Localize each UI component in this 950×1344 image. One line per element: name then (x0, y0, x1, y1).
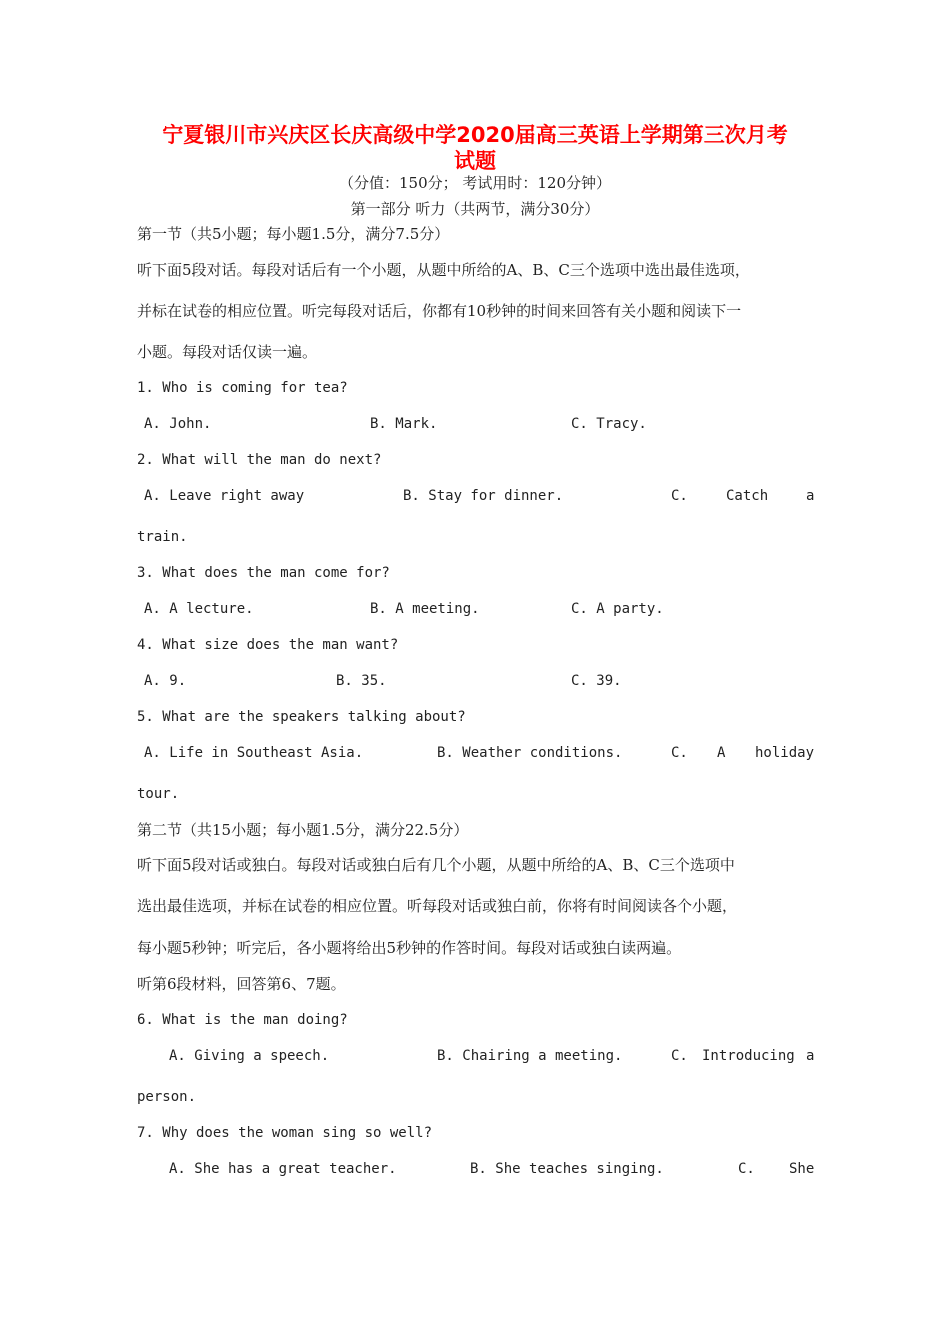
q3-option-b: B. A meeting. (370, 601, 480, 617)
q3-option-a: A. A lecture. (144, 601, 254, 617)
question-3: 3. What does the man come for? (137, 565, 390, 581)
section1-instructions-line: 小题。每段对话仅读一遍。 (137, 343, 318, 361)
section2-instructions-line: 每小题5秒钟；听完后，各小题将给出5秒钟的作答时间。每段对话或独白读两遍。 (137, 939, 682, 957)
q7-option-b: B. She teaches singing. (470, 1161, 664, 1177)
section2-instructions-line: 听下面5段对话或独白。每段对话或独白后有几个小题，从题中所给的A、B、C三个选项中 (137, 856, 735, 874)
q3-option-c: C. A party. (571, 601, 664, 617)
q6-option-c-word: a (806, 1048, 815, 1064)
q7-option-a: A. She has a great teacher. (169, 1161, 397, 1177)
q4-option-b: B. 35. (336, 673, 387, 689)
q1-option-b: B. Mark. (370, 416, 438, 432)
q5-option-c-word: holiday (755, 745, 815, 761)
score-time-info: （分值：150分； 考试用时：120分钟） (338, 174, 612, 192)
page-title-line2: 试题 (454, 149, 496, 173)
q6-option-b: B. Chairing a meeting. (437, 1048, 623, 1064)
section2-instructions-line: 选出最佳选项，并标在试卷的相应位置。听每段对话或独白前，你将有时间阅读各个小题， (137, 897, 738, 915)
material-6-heading: 听第6段材料，回答第6、7题。 (137, 975, 346, 993)
section1-instructions-line: 听下面5段对话。每段对话后有一个小题，从题中所给的A、B、C三个选项中选出最佳选项， (137, 261, 750, 279)
question-1: 1. Who is coming for tea? (137, 380, 348, 396)
section1-heading: 第一节（共5小题；每小题1.5分，满分7.5分） (137, 225, 450, 243)
q7-option-c-word: She (789, 1161, 815, 1177)
question-5: 5. What are the speakers talking about? (137, 709, 466, 725)
q6-option-c-word: Introducing (702, 1048, 795, 1064)
q5-option-c-word: A (717, 745, 726, 761)
q2-option-c-continuation: train. (137, 529, 188, 545)
q4-option-c: C. 39. (571, 673, 622, 689)
q7-option-c: C. (738, 1161, 755, 1177)
q5-option-b: B. Weather conditions. (437, 745, 623, 761)
q2-option-a: A. Leave right away (144, 488, 305, 504)
q2-option-c-word: Catch (726, 488, 769, 504)
q5-option-a: A. Life in Southeast Asia. (144, 745, 364, 761)
section2-heading: 第二节（共15小题；每小题1.5分，满分22.5分） (137, 821, 469, 839)
q5-option-c: C. (671, 745, 688, 761)
question-7: 7. Why does the woman sing so well? (137, 1125, 433, 1141)
q2-option-c-word: a (806, 488, 815, 504)
part1-heading: 第一部分 听力（共两节，满分30分） (350, 200, 600, 218)
q6-option-c: C. (671, 1048, 688, 1064)
question-6: 6. What is the man doing? (137, 1012, 348, 1028)
q2-option-c: C. (671, 488, 688, 504)
q5-option-c-continuation: tour. (137, 786, 180, 802)
q1-option-a: A. John. (144, 416, 212, 432)
page-title-line1: 宁夏银川市兴庆区长庆高级中学2020届高三英语上学期第三次月考 (162, 123, 788, 147)
section1-instructions-line: 并标在试卷的相应位置。听完每段对话后，你都有10秒钟的时间来回答有关小题和阅读下一 (137, 302, 742, 320)
q6-option-c-continuation: person. (137, 1089, 197, 1105)
q6-option-a: A. Giving a speech. (169, 1048, 330, 1064)
q4-option-a: A. 9. (144, 673, 187, 689)
question-2: 2. What will the man do next? (137, 452, 382, 468)
question-4: 4. What size does the man want? (137, 637, 399, 653)
q1-option-c: C. Tracy. (571, 416, 647, 432)
q2-option-b: B. Stay for dinner. (403, 488, 564, 504)
